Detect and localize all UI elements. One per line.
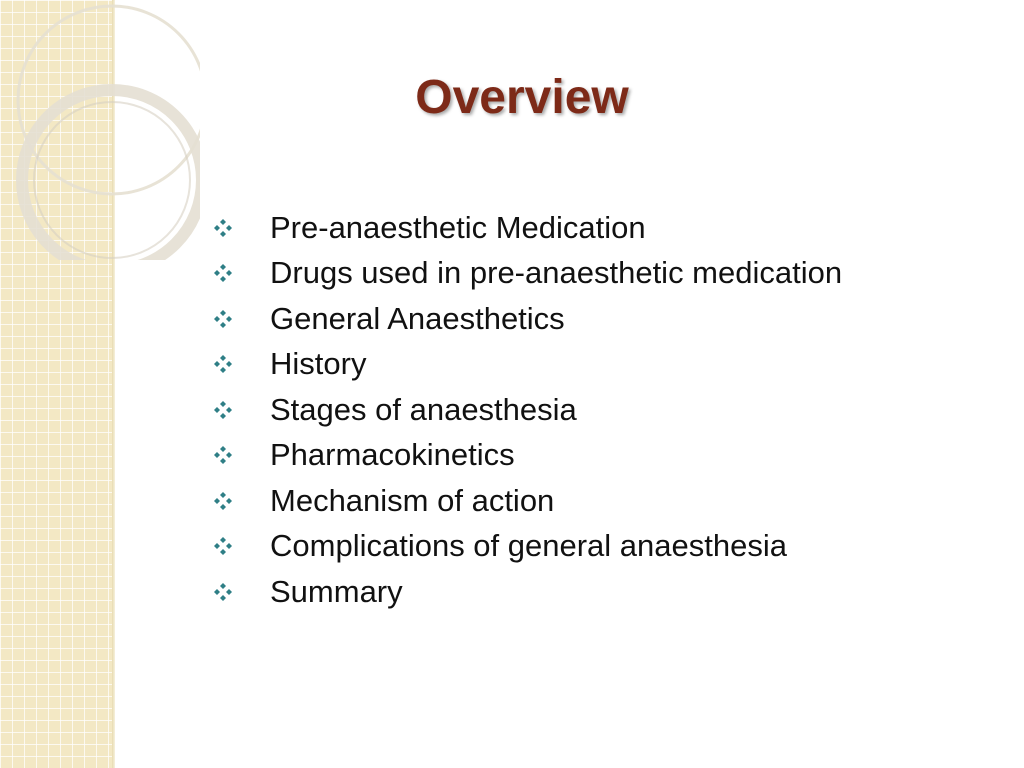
list-item	[208, 524, 988, 570]
slide-title: Overview	[415, 71, 629, 124]
list-item-label: Pharmacokinetics	[270, 437, 515, 473]
list-item	[208, 342, 988, 388]
four-diamond-bullet-icon	[208, 219, 270, 237]
list-item	[208, 478, 988, 524]
list-item-label: Mechanism of action	[270, 482, 555, 518]
four-diamond-bullet-icon	[208, 583, 270, 601]
four-diamond-bullet-icon	[208, 537, 270, 555]
list-item-label: Drugs used in pre-anaesthetic medication	[270, 255, 843, 291]
four-diamond-bullet-icon	[208, 310, 270, 328]
list-item	[208, 569, 988, 615]
list-item	[208, 205, 988, 251]
decorative-rings	[0, 0, 200, 260]
list-item-label: History	[270, 346, 367, 382]
list-item-label: Stages of anaesthesia	[270, 391, 577, 427]
list-item-label: General Anaesthetics	[270, 300, 565, 336]
list-item	[208, 296, 988, 342]
list-item-label: Summary	[270, 573, 403, 609]
list-item-label: Complications of general anaesthesia	[270, 528, 787, 564]
four-diamond-bullet-icon	[208, 401, 270, 419]
list-item	[208, 387, 988, 433]
four-diamond-bullet-icon	[208, 492, 270, 510]
list-item	[208, 251, 988, 297]
four-diamond-bullet-icon	[208, 355, 270, 373]
overview-list	[208, 205, 988, 615]
four-diamond-bullet-icon	[208, 264, 270, 282]
four-diamond-bullet-icon	[208, 446, 270, 464]
list-item	[208, 433, 988, 479]
list-item-label: Pre-anaesthetic Medication	[270, 209, 646, 245]
